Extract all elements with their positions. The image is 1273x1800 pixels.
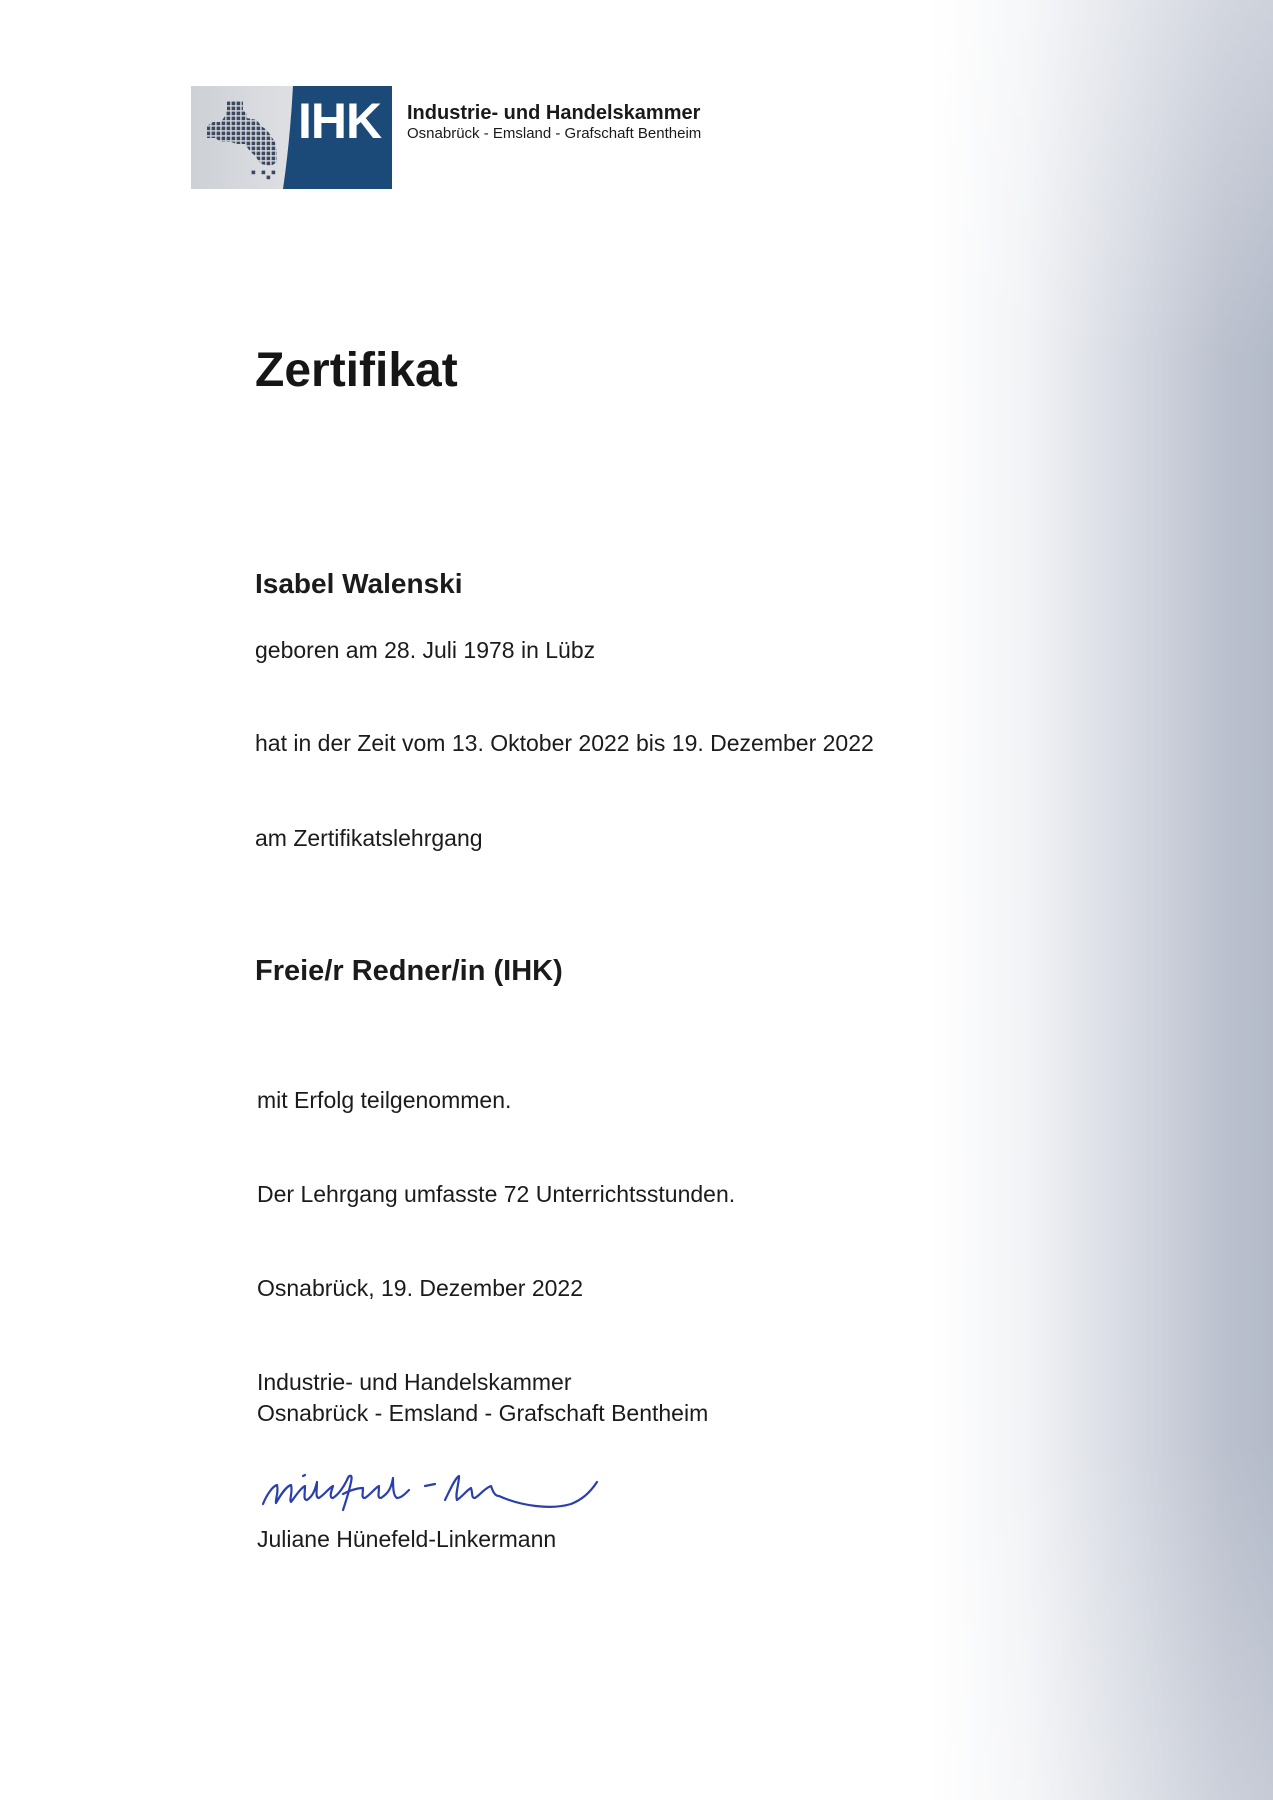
certificate-title: Zertifikat: [255, 344, 458, 397]
hours-line: Der Lehrgang umfasste 72 Unterrichtsstunden.: [257, 1181, 736, 1207]
issuer-region: Osnabrück - Emsland - Grafschaft Bentheim: [257, 1400, 709, 1426]
signature: [259, 1466, 601, 1514]
region-map-shape: [207, 101, 277, 166]
signatory-name: Juliane Hünefeld-Linkermann: [257, 1526, 557, 1552]
course-intro: am Zertifikatslehrgang: [255, 825, 483, 851]
logo-abbreviation: IHK: [298, 93, 382, 149]
issuer-name: Industrie- und Handelskammer: [257, 1369, 572, 1395]
ihk-logo: [191, 86, 392, 189]
page-edge-shadow: [930, 0, 1273, 1800]
period-line: hat in der Zeit vom 13. Oktober 2022 bis 19. Dezember 2022: [255, 730, 874, 756]
logo-chamber-region: Osnabrück - Emsland - Grafschaft Bentheim: [407, 125, 702, 142]
place-date: Osnabrück, 19. Dezember 2022: [257, 1275, 584, 1301]
page-edge-highlight: [930, 0, 1273, 1800]
course-name: Freie/r Redner/in (IHK): [255, 955, 563, 987]
recipient-name: Isabel Walenski: [255, 568, 463, 599]
logo-chamber-name: Industrie- und Handelskammer: [407, 102, 701, 124]
birth-line: geboren am 28. Juli 1978 in Lübz: [255, 637, 596, 663]
result-line: mit Erfolg teilgenommen.: [257, 1087, 512, 1113]
